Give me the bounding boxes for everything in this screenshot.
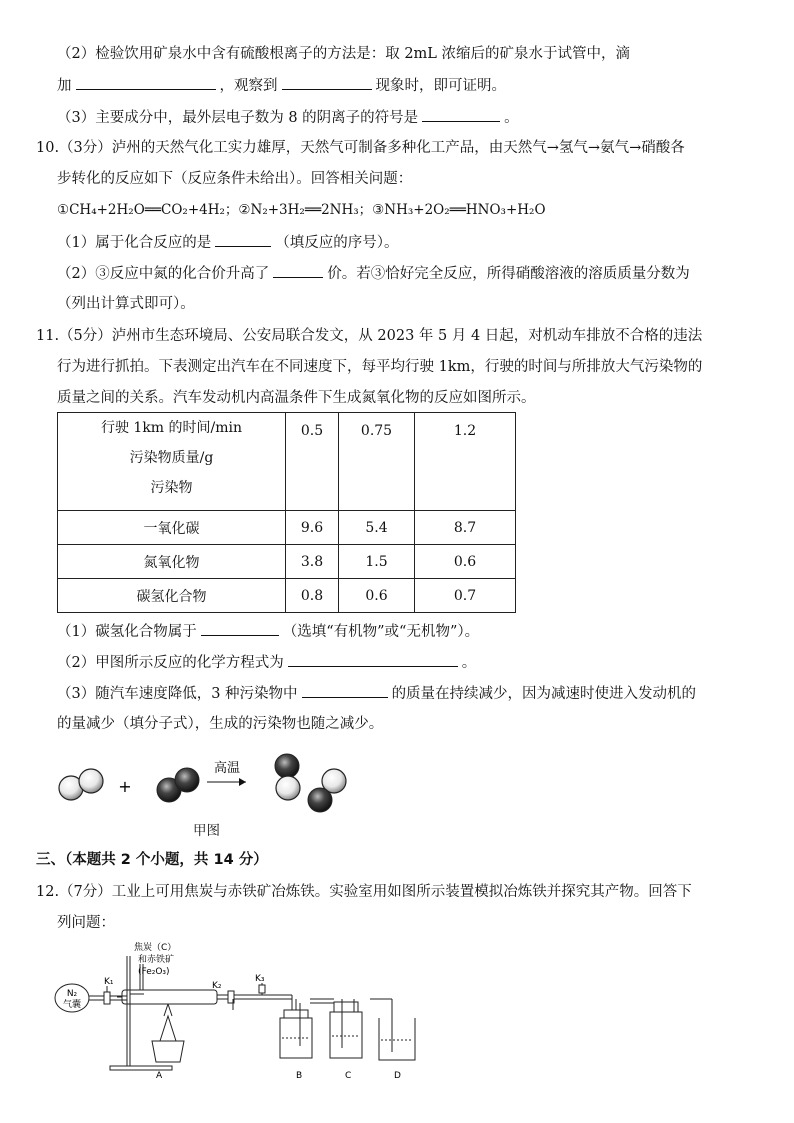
pollutant-name: 一氧化碳 <box>58 511 286 545</box>
pollutant-table <box>57 412 516 613</box>
bottle-b <box>280 1003 312 1058</box>
answer-blank[interactable] <box>302 682 388 698</box>
beaker-d <box>379 999 415 1060</box>
q10-stem-line1: 10.（3分）泸州的天然气化工实力雄厚，天然气可制备多种化工产品，由天然气→氢气→氨气→硝酸各 <box>36 140 685 156</box>
reactant-molecule-white <box>59 769 103 800</box>
header-pollutant-label: 污染物 <box>150 480 193 496</box>
answer-blank[interactable] <box>282 74 372 90</box>
balloon-label: 气囊 <box>62 1000 82 1010</box>
answer-blank[interactable] <box>288 651 458 667</box>
pollutant-name: 氮氧化物 <box>58 545 286 579</box>
table-header-cell <box>58 413 286 511</box>
q9-part3-text-a: （3）主要成分中，最外层电子数为 8 的阴离子的符号是 <box>57 110 419 126</box>
table-row <box>58 511 516 545</box>
q11-part1-text-b: （选填“有机物”或“无机物”）。 <box>282 624 480 640</box>
value-cell: 9.6 <box>286 511 339 545</box>
q11-part3-text-b: 的质量在持续减少，因为减速时使进入发动机的 <box>391 686 697 702</box>
answer-blank[interactable] <box>422 106 500 122</box>
q12-stem-line2: 列问题： <box>57 915 115 931</box>
q11-part3-line2: 的量减少（填分子式），生成的污染物也随之减少。 <box>57 716 384 732</box>
q9-part3-text-b: 。 <box>504 110 519 126</box>
answer-blank[interactable] <box>76 74 216 90</box>
answer-blank[interactable] <box>201 620 279 636</box>
value-cell: 0.6 <box>415 545 516 579</box>
q12-stem-line1: 12.（7分）工业上可用焦炭与赤铁矿冶炼铁。实验室用如图所示装置模拟冶炼铁并探究其产物。回答下 <box>36 884 692 900</box>
q9-part2-line2 <box>57 74 506 97</box>
value-cell: 5.4 <box>339 511 415 545</box>
k2-label: K₂ <box>212 981 222 991</box>
table-header-row <box>58 413 516 511</box>
reagent-label-line3: (Fe₂O₃) <box>138 967 170 977</box>
q9-part2-text-c: 现象时，即可证明。 <box>375 78 506 94</box>
q11-part1-text-a: （1）碳氢化合物属于 <box>57 624 197 640</box>
q10-part2-text-b: 价。若③恰好完全反应，所得硝酸溶液的溶质质量分数为 <box>327 266 690 282</box>
k1-label: K₁ <box>104 977 114 987</box>
apparatus-diagram <box>52 936 432 1086</box>
q10-part2-line1 <box>57 262 690 285</box>
time-cell: 1.2 <box>415 413 516 511</box>
product-molecule-1 <box>275 754 300 800</box>
header-time-label: 行驶 1km 的时间/min <box>100 420 243 436</box>
q9-part2-line1: （2）检验饮用矿泉水中含有硫酸根离子的方法是：取 2mL 浓缩后的矿泉水于试管中，滴 <box>57 46 631 62</box>
q9-part2-text-a: 加 <box>57 78 72 94</box>
q11-part3-text-a: （3）随汽车速度降低，3 种污染物中 <box>57 686 298 702</box>
q10-stem-line2: 步转化的反应如下（反应条件未给出）。回答相关问题： <box>57 171 413 187</box>
label-b: B <box>296 1071 303 1081</box>
value-cell: 8.7 <box>415 511 516 545</box>
label-a: A <box>156 1071 163 1081</box>
time-cell: 0.75 <box>339 413 415 511</box>
q11-part2-line <box>57 651 476 674</box>
valve-k3-icon <box>259 985 265 993</box>
value-cell: 0.6 <box>339 579 415 613</box>
reaction-arrow-icon <box>207 778 246 786</box>
q10-part2-line2: （列出计算式即可）。 <box>57 296 195 312</box>
reagent-label-line2: 和赤铁矿 <box>138 955 175 965</box>
pollutant-name: 碳氢化合物 <box>58 579 286 613</box>
q11-part3-line1 <box>57 682 696 705</box>
q11-part2-text-b: 。 <box>461 655 477 671</box>
q11-stem-line3: 质量之间的关系。汽车发动机内高温条件下生成氮氧化物的反应如图所示。 <box>57 390 536 406</box>
product-molecule-2 <box>308 769 346 812</box>
q11-part2-text-a: （2）甲图所示反应的化学方程式为 <box>57 655 284 671</box>
time-cell: 0.5 <box>286 413 339 511</box>
reagent-label-line1: 焦炭（C） <box>134 943 177 953</box>
valve-k1-icon <box>104 992 110 1004</box>
k3-label: K₃ <box>255 974 265 984</box>
q10-equations: ①CH₄+2H₂O══CO₂+4H₂；②N₂+3H₂══2NH₃；③NH₃+2O₂══HNO₃+H₂O <box>57 202 546 218</box>
burner-icon <box>160 1016 176 1041</box>
plus-sign: + <box>118 777 132 796</box>
section-title: 三、（本题共 2 个小题，共 14 分） <box>36 852 268 868</box>
value-cell: 3.8 <box>286 545 339 579</box>
q11-part1-line <box>57 620 479 643</box>
q10-part2-text-a: （2）③反应中氮的化合价升高了 <box>57 266 270 282</box>
n2-label: N₂ <box>66 989 78 999</box>
condition-label: 高温 <box>213 761 241 776</box>
reactant-molecule-dark <box>157 768 199 802</box>
value-cell: 0.8 <box>286 579 339 613</box>
label-c: C <box>345 1071 352 1081</box>
q9-part3-line <box>57 106 519 129</box>
bottle-c <box>330 999 362 1058</box>
table-row <box>58 579 516 613</box>
value-cell: 1.5 <box>339 545 415 579</box>
q10-part1-line <box>57 231 398 254</box>
reaction-tube <box>122 990 217 1004</box>
answer-blank[interactable] <box>273 262 323 278</box>
value-cell: 0.7 <box>415 579 516 613</box>
q11-stem-line2: 行为进行抓拍。下表测定出汽车在不同速度下，每平均行驶 1km，行驶的时间与所排放大气污染物的 <box>57 359 703 375</box>
header-mass-label: 污染物质量/g <box>129 450 214 466</box>
table-row <box>58 545 516 579</box>
q10-part1-text-a: （1）属于化合反应的是 <box>57 235 212 251</box>
q10-part1-text-b: （填反应的序号）。 <box>275 235 399 251</box>
label-d: D <box>394 1071 401 1081</box>
figure-caption: 甲图 <box>193 823 220 839</box>
answer-blank[interactable] <box>215 231 271 247</box>
q11-stem-line1: 11.（5分）泸州市生态环境局、公安局联合发文，从 2023 年 5 月 4 日起，对机动车排放不合格的违法 <box>36 328 703 344</box>
q9-part2-text-b: ，观察到 <box>219 78 278 94</box>
